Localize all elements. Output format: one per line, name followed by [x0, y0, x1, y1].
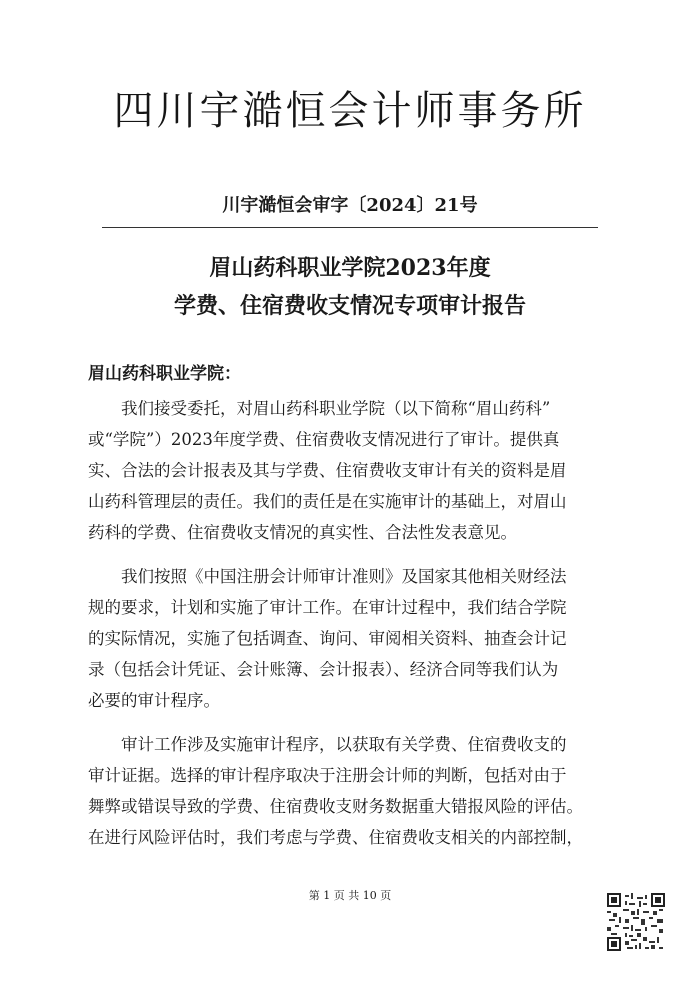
body-line: 审计工作涉及实施审计程序，以获取有关学费、住宿费收支的 — [88, 735, 567, 754]
body-line: 或“学院”）2023年度学费、住宿费收支情况进行了审计。提供真 — [88, 430, 560, 449]
body-line: 山药科管理层的责任。我们的责任是在实施审计的基础上，对眉山 — [88, 492, 567, 511]
body-line: 药科的学费、住宿费收支情况的真实性、合法性发表意见。 — [88, 523, 517, 542]
body-line: 的实际情况，实施了包括调查、询问、审阅相关资料、抽查会计记 — [88, 629, 567, 648]
body-line: 我们接受委托，对眉山药科职业学院（以下简称“眉山药科” — [88, 399, 551, 418]
body-line: 舞弊或错误导致的学费、住宿费收支财务数据重大错报风险的评估。 — [88, 797, 583, 816]
qr-code-icon — [607, 893, 665, 951]
document-number: 川宇澔恒会审字〔2024〕21号 — [222, 195, 478, 216]
header-divider — [102, 227, 598, 228]
firm-name: 四川宇澔恒会计师事务所 — [113, 88, 587, 134]
body-line: 在进行风险评估时，我们考虑与学费、住宿费收支相关的内部控制， — [88, 828, 583, 847]
body-line: 实、合法的会计报表及其与学费、住宿费收支审计有关的资料是眉 — [88, 461, 567, 480]
salutation: 眉山药科职业学院： — [88, 364, 241, 384]
body-line: 我们按照《中国注册会计师审计准则》及国家其他相关财经法 — [88, 567, 567, 586]
report-title-line-1: 眉山药科职业学院2023年度 — [209, 255, 491, 281]
page-number: 第 1 页 共 10 页 — [308, 889, 392, 902]
report-title-line-2: 学费、住宿费收支情况专项审计报告 — [173, 293, 526, 319]
body-line: 规的要求，计划和实施了审计工作。在审计过程中，我们结合学院 — [88, 598, 567, 617]
body-line: 审计证据。选择的审计程序取决于注册会计师的判断，包括对由于 — [88, 766, 567, 785]
body-line: 录（包括会计凭证、会计账簿、会计报表）、经济合同等我们认为 — [88, 660, 559, 679]
body-line: 必要的审计程序。 — [88, 691, 220, 710]
